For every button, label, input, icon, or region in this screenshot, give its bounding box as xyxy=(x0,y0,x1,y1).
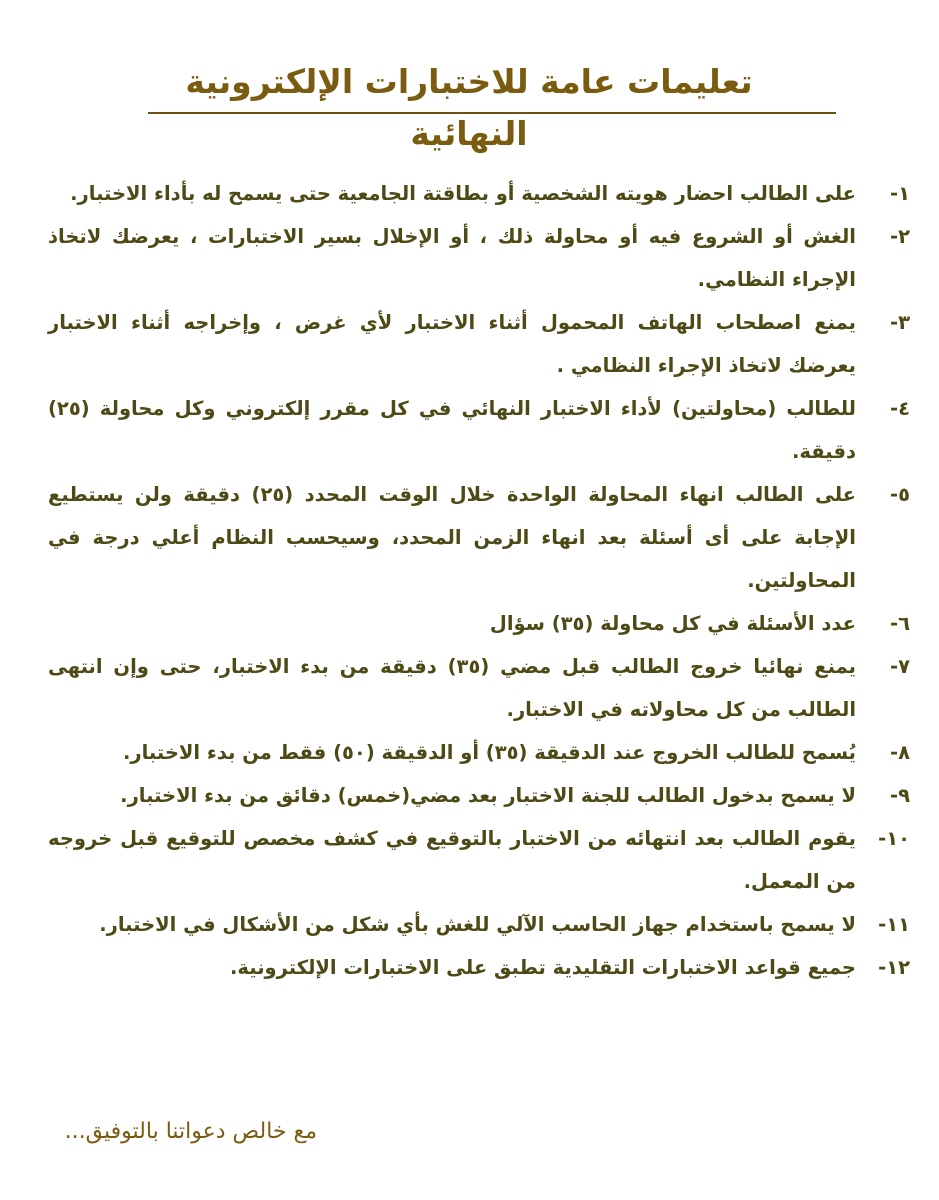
page-title: تعليمات عامة للاختبارات الإلكترونية النهائية xyxy=(185,62,753,153)
list-item xyxy=(48,387,910,473)
item-text: لا يسمح باستخدام جهاز الحاسب الآلي للغش بأي شكل من الأشكال في الاختبار. xyxy=(99,913,856,936)
item-number: ٥- xyxy=(890,483,910,506)
list-item xyxy=(48,473,910,602)
item-number: ١٢- xyxy=(878,956,910,979)
list-item xyxy=(48,731,910,774)
item-text: لا يسمح بدخول الطالب للجنة الاختبار بعد مضي(خمس) دقائق من بدء الاختبار. xyxy=(120,784,856,807)
item-text: على الطالب انهاء المحاولة الواحدة خلال الوقت المحدد (٢٥) دقيقة ولن يستطيع الإجابة على أى أسئلة بعد انهاء الزمن المحدد، وسيحسب النظام أعلي درجة في المحاولتين. xyxy=(48,483,856,592)
list-item xyxy=(48,301,910,387)
list-item xyxy=(48,602,910,645)
list-item xyxy=(48,946,910,989)
list-item xyxy=(48,215,910,301)
item-number: ١٠- xyxy=(878,827,910,850)
item-text: يمنع نهائيا خروج الطالب قبل مضي (٣٥) دقيقة من بدء الاختبار، حتى وإن انتهى الطالب من كل محاولاته في الاختبار. xyxy=(48,655,856,721)
item-number: ٢- xyxy=(890,225,910,248)
item-text: للطالب (محاولتين) لأداء الاختبار النهائي في كل مقرر إلكتروني وكل محاولة (٢٥) دقيقة. xyxy=(48,397,856,463)
item-number: ٦- xyxy=(890,612,910,635)
list-item xyxy=(48,817,910,903)
item-number: ٨- xyxy=(890,741,910,764)
item-text: يُسمح للطالب الخروج عند الدقيقة (٣٥) أو الدقيقة (٥٠) فقط من بدء الاختبار. xyxy=(122,741,856,764)
item-text: الغش أو الشروع فيه أو محاولة ذلك ، أو الإخلال بسير الاختبارات ، يعرضك لاتخاذ الإجراء النظامي. xyxy=(48,225,856,291)
item-text: جميع قواعد الاختبارات التقليدية تطبق على الاختبارات الإلكترونية. xyxy=(230,956,856,979)
list-item xyxy=(48,172,910,215)
item-number: ٣- xyxy=(890,311,910,334)
item-number: ٤- xyxy=(890,397,910,420)
list-item xyxy=(48,645,910,731)
title-underline xyxy=(148,112,836,114)
item-number: ١١- xyxy=(878,913,910,936)
item-text: على الطالب احضار هويته الشخصية أو بطاقتة الجامعية حتى يسمح له بأداء الاختبار. xyxy=(70,182,856,205)
list-item xyxy=(48,903,910,946)
item-number: ١- xyxy=(890,182,910,205)
list-item xyxy=(48,774,910,817)
instructions-list xyxy=(48,172,910,989)
item-number: ٧- xyxy=(890,655,910,678)
item-text: يمنع اصطحاب الهاتف المحمول أثناء الاختبار لأي غرض ، وإخراجه أثناء الاختبار يعرضك لاتخاذ الإجراء النظامي . xyxy=(48,311,856,377)
item-text: يقوم الطالب بعد انتهائه من الاختبار بالتوقيع في كشف مخصص للتوقيع قبل خروجه من المعمل. xyxy=(48,827,856,893)
closing-remark: مع خالص دعواتنا بالتوفيق... xyxy=(64,1119,317,1144)
item-number: ٩- xyxy=(890,784,910,807)
item-text: عدد الأسئلة في كل محاولة (٣٥) سؤال xyxy=(489,612,856,635)
